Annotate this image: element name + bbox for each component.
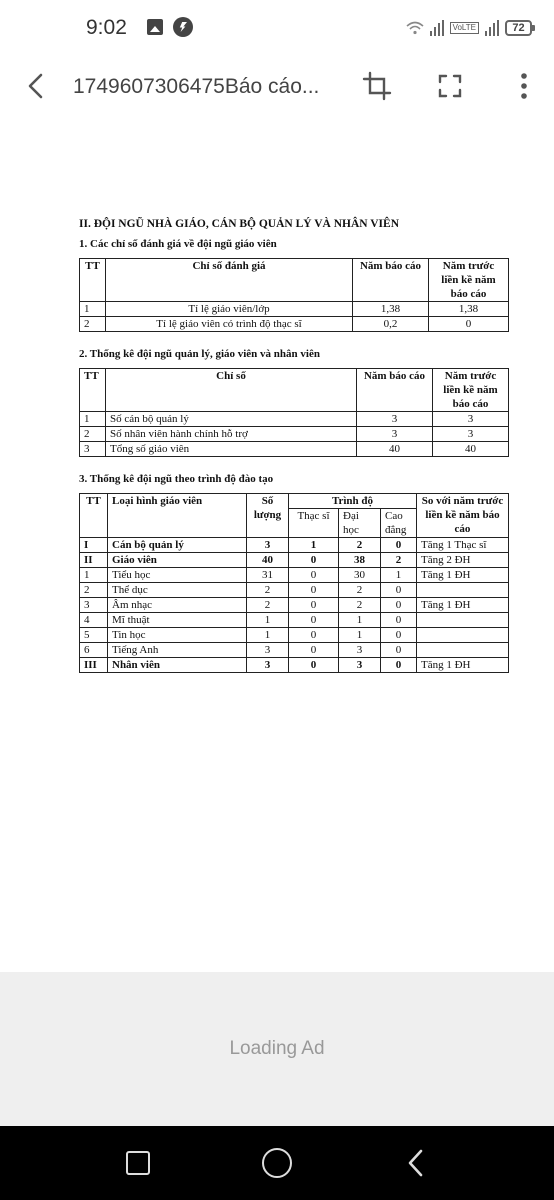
header-cell: TT: [80, 369, 106, 412]
header-cell: Trình độ: [289, 494, 417, 509]
table-cell: 0: [381, 658, 417, 673]
table-cell: 31: [247, 568, 289, 583]
table-cell: 3: [80, 598, 108, 613]
table-cell: 2: [247, 598, 289, 613]
table-cell: 40: [247, 553, 289, 568]
back-icon[interactable]: [404, 1148, 428, 1178]
table-cell: 0: [381, 643, 417, 658]
section-title: II. ĐỘI NGŨ NHÀ GIÁO, CÁN BỘ QUẢN LÝ VÀ NHÂN VIÊN: [79, 218, 400, 230]
table-row: [80, 643, 509, 658]
table-cell: Tăng 1 ĐH: [417, 568, 509, 583]
header-cell: Cao đẳng: [381, 509, 417, 538]
header-cell: So với năm trước liền kề năm báo cáo: [417, 494, 509, 538]
table-cell: Cán bộ quản lý: [108, 538, 247, 553]
table-cell: 4: [80, 613, 108, 628]
table-cell: 2: [80, 583, 108, 598]
table-cell: Tăng 1 ĐH: [417, 598, 509, 613]
table-staff-statistics: [79, 368, 509, 457]
app-notification-icon: [173, 17, 193, 37]
table-cell: 1: [247, 613, 289, 628]
ad-loading-text: Loading Ad: [229, 1038, 325, 1059]
table-cell: 1: [339, 613, 381, 628]
table-cell: 0: [289, 583, 339, 598]
status-time: 9:02: [86, 16, 127, 39]
table-cell: 3: [339, 643, 381, 658]
table-cell: 0: [381, 598, 417, 613]
table-cell: 0: [381, 583, 417, 598]
table-cell: [417, 613, 509, 628]
table-cell: 2: [339, 598, 381, 613]
table-cell: 3: [247, 643, 289, 658]
table-row: [80, 538, 509, 553]
table-cell: Thể dục: [108, 583, 247, 598]
table-cell: 3: [433, 427, 509, 442]
table-cell: Tin học: [108, 628, 247, 643]
table-row: [80, 568, 509, 583]
table-cell: 0: [289, 613, 339, 628]
battery-icon: 72: [505, 20, 532, 36]
home-icon[interactable]: [262, 1148, 292, 1178]
table-cell: Tăng 1 Thạc sĩ: [417, 538, 509, 553]
table-header-row: [80, 369, 509, 412]
header-cell: TT: [80, 259, 106, 302]
table-cell: 1,38: [353, 302, 429, 317]
signal-icon: [430, 20, 444, 36]
header-cell: Năm báo cáo: [353, 259, 429, 302]
table-cell: 0: [289, 658, 339, 673]
table-cell: Nhân viên: [108, 658, 247, 673]
table-cell: 0: [289, 598, 339, 613]
table-cell: 6: [80, 643, 108, 658]
header-cell: TT: [80, 494, 108, 538]
table-cell: 0: [429, 317, 509, 332]
signal-icon: [485, 20, 499, 36]
table-cell: 1: [247, 628, 289, 643]
table-cell: 0: [289, 643, 339, 658]
table-cell: 3: [357, 412, 433, 427]
table-cell: 0,2: [353, 317, 429, 332]
status-bar: [0, 0, 554, 56]
table-cell: Giáo viên: [108, 553, 247, 568]
header-cell: Loại hình giáo viên: [108, 494, 247, 538]
table-cell: 1: [289, 538, 339, 553]
table-cell: Mĩ thuật: [108, 613, 247, 628]
table-cell: 0: [381, 628, 417, 643]
table-row: [80, 628, 509, 643]
table-cell: I: [80, 538, 108, 553]
table-qualification: [79, 493, 509, 673]
table-cell: 5: [80, 628, 108, 643]
table-cell: 3: [247, 538, 289, 553]
table-cell: Tỉ lệ giáo viên/lớp: [106, 302, 353, 317]
table-cell: 40: [357, 442, 433, 457]
table-body: [80, 538, 509, 673]
table-cell: 1,38: [429, 302, 509, 317]
table-cell: Tổng số giáo viên: [106, 442, 357, 457]
table-cell: 1: [80, 302, 106, 317]
table-cell: Tỉ lệ giáo viên có trình độ thạc sĩ: [106, 317, 353, 332]
table-cell: Tiếng Anh: [108, 643, 247, 658]
table-cell: 3: [339, 658, 381, 673]
header-cell: Năm trước liền kề năm báo cáo: [429, 259, 509, 302]
table-cell: [417, 628, 509, 643]
table-cell: Số cán bộ quản lý: [106, 412, 357, 427]
table-cell: 38: [339, 553, 381, 568]
crop-icon[interactable]: [361, 70, 393, 102]
navigation-bar: [0, 1126, 554, 1200]
table-cell: 2: [80, 427, 106, 442]
header-cell: Đại học: [339, 509, 381, 538]
table-cell: 2: [247, 583, 289, 598]
document-title: 1749607306475Báo cáo...: [73, 75, 320, 98]
recents-icon[interactable]: [126, 1151, 150, 1175]
more-vertical-icon[interactable]: [510, 70, 538, 102]
table-row: [80, 583, 509, 598]
volte-icon: VoLTE: [450, 22, 479, 34]
table-cell: 3: [433, 412, 509, 427]
table-cell: 1: [339, 628, 381, 643]
table2-heading: 2. Thống kê đội ngũ quản lý, giáo viên và nhân viên: [79, 348, 320, 360]
table-cell: 1: [80, 412, 106, 427]
table3-heading: 3. Thống kê đội ngũ theo trình độ đào tạo: [79, 473, 274, 485]
status-indicators: [406, 16, 532, 40]
table-cell: 3: [80, 442, 106, 457]
table-cell: 1: [80, 568, 108, 583]
table-cell: 0: [381, 538, 417, 553]
table-teacher-indicators: [79, 258, 509, 332]
header-cell: Năm báo cáo: [357, 369, 433, 412]
table1-heading: 1. Các chỉ số đánh giá về đội ngũ giáo viên: [79, 238, 277, 250]
table-cell: 0: [381, 613, 417, 628]
table-row: [80, 658, 509, 673]
wifi-icon: [406, 21, 424, 35]
table-cell: 30: [339, 568, 381, 583]
table-cell: 3: [247, 658, 289, 673]
table-cell: [417, 583, 509, 598]
table-row: [80, 317, 509, 332]
table-cell: 40: [433, 442, 509, 457]
table-cell: 1: [381, 568, 417, 583]
header-cell: Năm trước liền kề năm báo cáo: [433, 369, 509, 412]
table-cell: II: [80, 553, 108, 568]
header-cell: Số lượng: [247, 494, 289, 538]
table-cell: Tiểu học: [108, 568, 247, 583]
table-header-row: [80, 494, 509, 509]
table-cell: [417, 643, 509, 658]
table-cell: Tăng 2 ĐH: [417, 553, 509, 568]
table-cell: 0: [289, 553, 339, 568]
table-header-row: [80, 259, 509, 302]
table-cell: 2: [80, 317, 106, 332]
app-bar: [0, 56, 554, 116]
document-page: [79, 218, 509, 673]
table-row: [80, 613, 509, 628]
table-row: [80, 427, 509, 442]
table-cell: Số nhân viên hành chính hỗ trợ: [106, 427, 357, 442]
ad-banner[interactable]: [0, 972, 554, 1126]
table-cell: III: [80, 658, 108, 673]
table-cell: 3: [357, 427, 433, 442]
back-arrow-icon[interactable]: [20, 70, 52, 102]
header-cell: Thạc sĩ: [289, 509, 339, 538]
table-row: [80, 598, 509, 613]
header-cell: Chỉ số: [106, 369, 357, 412]
table-cell: 0: [289, 628, 339, 643]
header-cell: Chỉ số đánh giá: [106, 259, 353, 302]
table-cell: 2: [339, 583, 381, 598]
table-cell: 0: [289, 568, 339, 583]
table-cell: 2: [381, 553, 417, 568]
table-cell: 2: [339, 538, 381, 553]
table-row: [80, 412, 509, 427]
table-row: [80, 553, 509, 568]
table-row: [80, 302, 509, 317]
fullscreen-icon[interactable]: [434, 70, 466, 102]
image-icon: [147, 19, 163, 35]
table-cell: Âm nhạc: [108, 598, 247, 613]
table-row: [80, 442, 509, 457]
table-cell: Tăng 1 ĐH: [417, 658, 509, 673]
